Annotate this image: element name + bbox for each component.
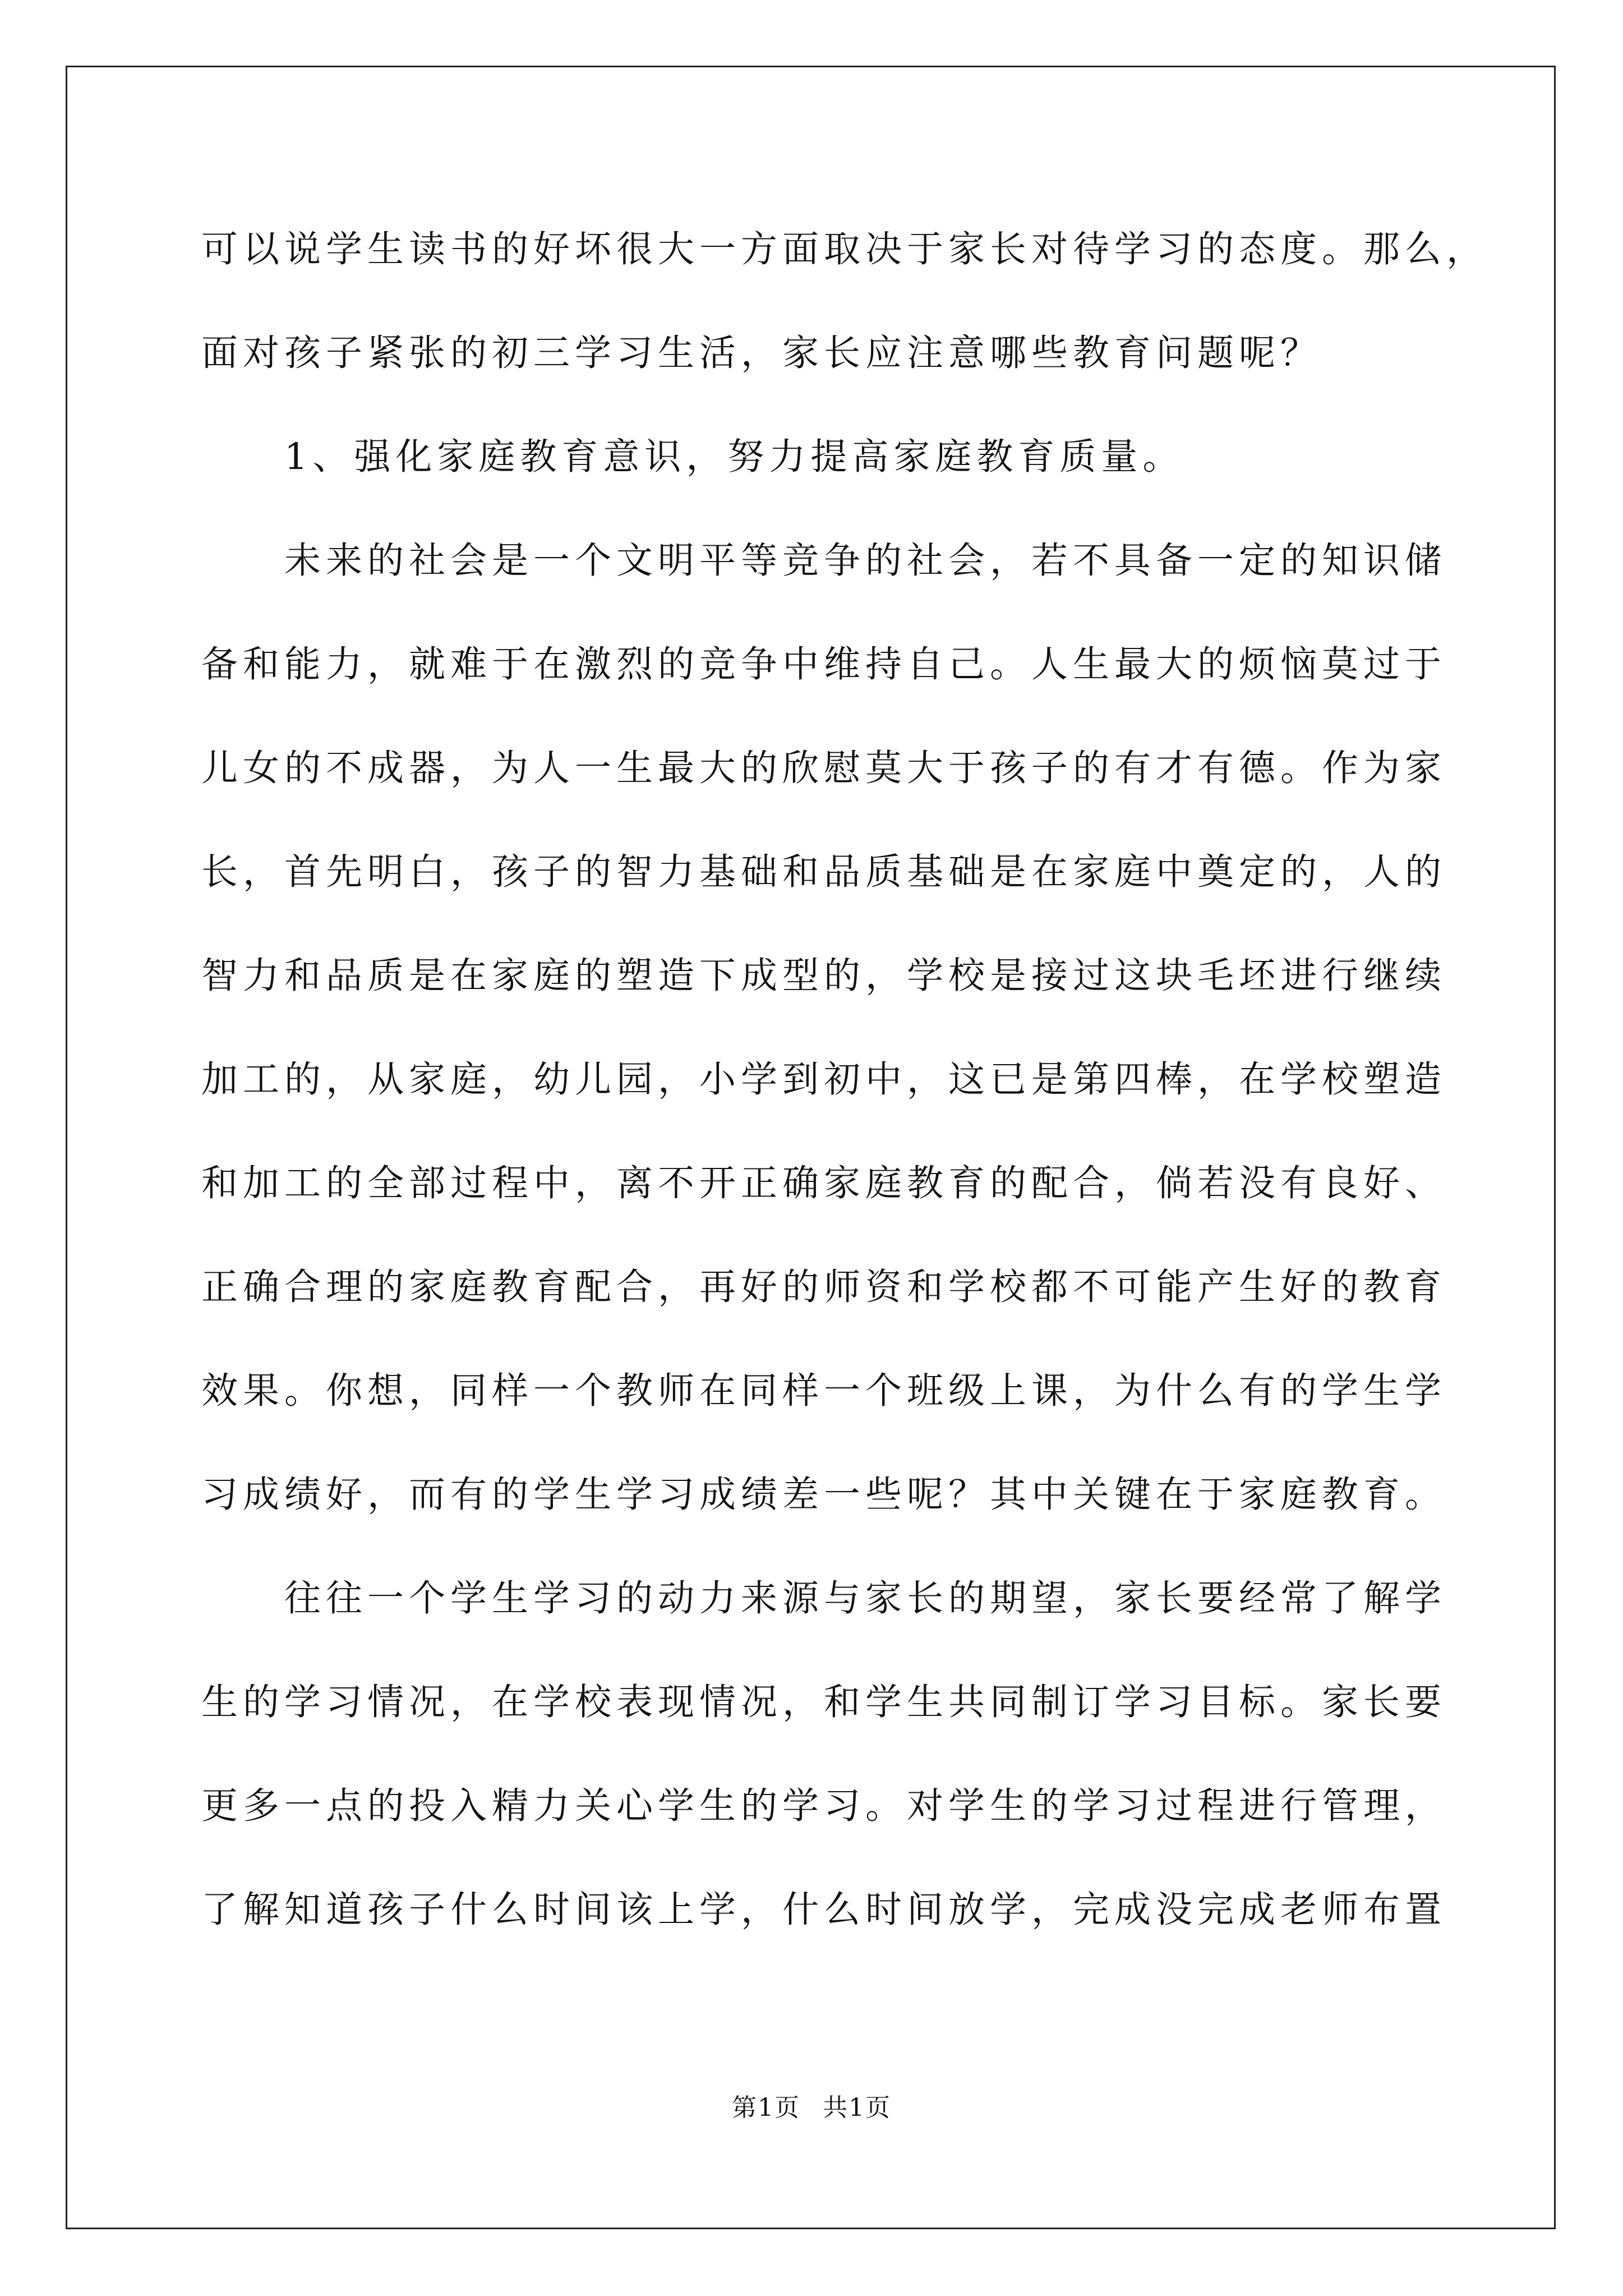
text-line: 可以说学生读书的好坏很大一方面取决于家长对待学习的态度。那么， xyxy=(201,228,1488,270)
text-line: 儿女的不成器，为人一生最大的欣慰莫大于孩子的有才有德。作为家 xyxy=(201,747,1447,789)
paragraph-start-line: 往往一个学生学习的动力来源与家长的期望，家长要经常了解学 xyxy=(284,1577,1447,1619)
text-line: 了解知道孩子什么时间该上学，什么时间放学，完成没完成老师布置 xyxy=(201,1889,1447,1931)
section-heading: 1、强化家庭教育意识，努力提高家庭教育质量。 xyxy=(284,436,1184,478)
text-line: 面对孩子紧张的初三学习生活，家长应注意哪些教育问题呢？ xyxy=(201,332,1322,374)
text-line: 智力和品质是在家庭的塑造下成型的，学校是接过这块毛坯进行继续 xyxy=(201,955,1447,997)
text-line: 加工的，从家庭，幼儿园，小学到初中，这已是第四棒，在学校塑造 xyxy=(201,1059,1447,1101)
text-line: 和加工的全部过程中，离不开正确家庭教育的配合，倘若没有良好、 xyxy=(201,1162,1447,1204)
text-line: 效果。你想，同样一个教师在同样一个班级上课，为什么有的学生学 xyxy=(201,1370,1447,1412)
text-line: 生的学习情况，在学校表现情况，和学生共同制订学习目标。家长要 xyxy=(201,1681,1447,1723)
paragraph-start-line: 未来的社会是一个文明平等竞争的社会，若不具备一定的知识储 xyxy=(284,540,1447,582)
text-line: 正确合理的家庭教育配合，再好的师资和学校都不可能产生好的教育 xyxy=(201,1266,1447,1308)
page-total: 共1页 xyxy=(823,2093,891,2122)
text-line: 更多一点的投入精力关心学生的学习。对学生的学习过程进行管理， xyxy=(201,1785,1447,1827)
page-number: 第1页 xyxy=(732,2093,800,2122)
text-line: 备和能力，就难于在激烈的竞争中维持自己。人生最大的烦恼莫过于 xyxy=(201,643,1447,685)
document-body xyxy=(201,197,1488,1962)
text-line: 长，首先明白，孩子的智力基础和品质基础是在家庭中奠定的，人的 xyxy=(201,851,1447,893)
page-footer xyxy=(0,2091,1623,2125)
text-line: 习成绩好，而有的学生学习成绩差一些呢？其中关键在于家庭教育。 xyxy=(201,1474,1447,1516)
